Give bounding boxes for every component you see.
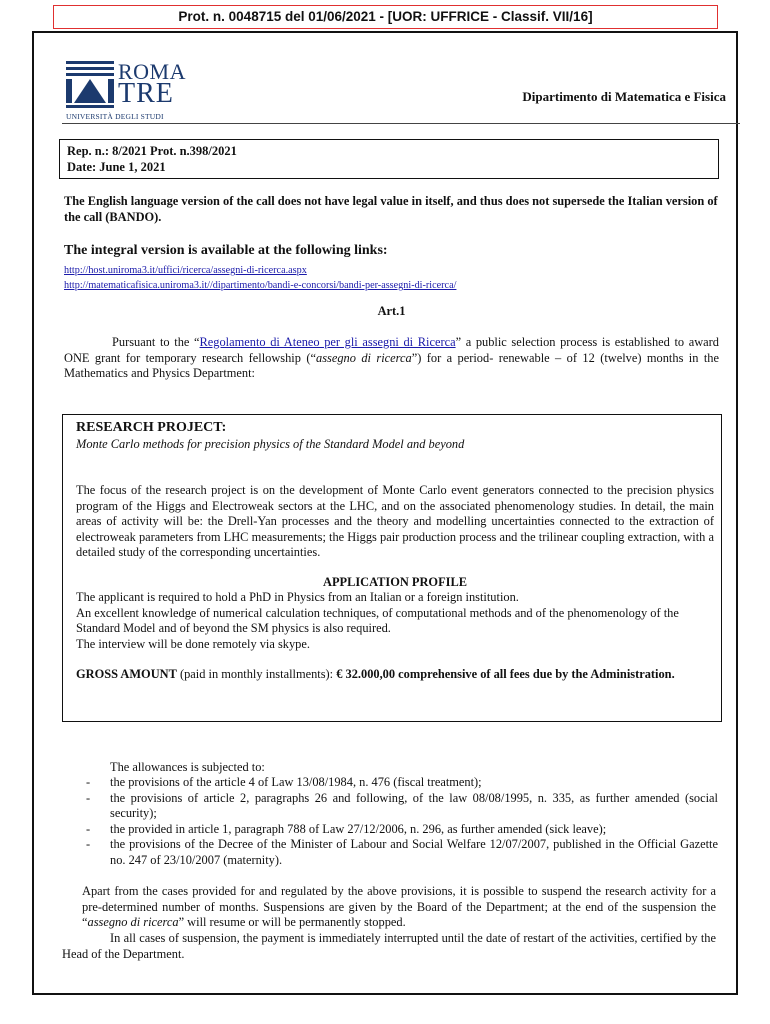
article-text-italic: assegno di ricerca [316, 350, 412, 365]
logo-roma: ROMA [118, 59, 187, 84]
list-item-text: the provided in article 1, paragraph 788 of Law 27/12/2006, n. 296, as further amended (sick leave); [110, 821, 607, 836]
project-heading: RESEARCH PROJECT: [76, 420, 227, 435]
list-item: - the provisions of article 2, paragraphs 26 and following, of the law 08/08/1995, n. 335, as further amended (social security); [86, 790, 718, 820]
gross-amount [76, 667, 714, 683]
suspension-before: Apart from the cases provided for and regulated by the above provisions, it is possible to suspend the research activity for a pre-determined number of months. Suspensions are given by the Board of the Department; at the end of the suspension the “ [82, 884, 716, 929]
roma-tre-emblem-icon [64, 59, 116, 111]
list-item: - the provided in article 1, paragraph 788 of Law 27/12/2006, n. 296, as further amended (sick leave); [86, 821, 607, 836]
suspension-paragraph [82, 884, 716, 931]
article-text-before: Pursuant to the “ [112, 335, 200, 349]
profile-line: An excellent knowledge of numerical calculation techniques, of computational methods and of the phenomenology of the Standard Model and of beyond the SM physics is also required. [76, 605, 679, 635]
profile-text [76, 590, 714, 652]
list-item-text: the provisions of the Decree of the Minister of Labour and Social Welfare 12/07/2007, published in the Official Gazette no. 247 of 23/10/2007 (maternity). [110, 837, 718, 867]
logo-tre: TRE [118, 78, 174, 109]
list-item-text: the provisions of the article 4 of Law 13/08/1984, n. 476 (fiscal treatment); [110, 775, 482, 789]
project-title: Monte Carlo methods for precision physics of the Standard Model and beyond [76, 437, 465, 451]
article-text-middle: ” a public selection process is established to award ONE grant for temporary research fellowship (“ [64, 335, 719, 365]
link-dipartimento-bandi[interactable]: http://matematicafisica.uniroma3.it//dipartimento/bandi-e-concorsi/bandi-per-assegni-di-ricerca/ [64, 280, 457, 291]
links-block [64, 262, 456, 292]
profile-line: The applicant is required to hold a PhD in Physics from an Italian or a foreign institution. [76, 590, 519, 604]
roma-tre-logo [64, 57, 189, 119]
link-ufficio-ricerca[interactable]: http://host.uniroma3.it/uffici/ricerca/assegni-di-ricerca.aspx [64, 265, 307, 276]
protocol-stamp: Prot. n. 0048715 del 01/06/2021 - [UOR: UFFRICE - Classif. VII/16] [53, 5, 718, 29]
research-project-box [62, 414, 722, 722]
article-heading: Art.1 [377, 304, 406, 318]
article-text-after: ”) for a period- renewable – of 12 (twelve) months in the Mathematics and Physics Department: [64, 350, 720, 380]
department-name: Dipartimento di Matematica e Fisica [522, 89, 726, 104]
payment-paragraph: In all cases of suspension, the payment is immediately interrupted until the date of restart of the activities, certified by the Head of the Department. [62, 931, 716, 961]
gross-label: GROSS AMOUNT [76, 667, 177, 681]
suspension-italic: assegno di ricerca [87, 915, 179, 929]
profile-heading: APPLICATION PROFILE [323, 575, 467, 589]
article-text [64, 335, 719, 382]
allowances-list [86, 775, 718, 868]
logo-university: UNIVERSITÀ DEGLI STUDI [66, 112, 164, 121]
suspension-after: ” will resume or will be permanently stopped. [178, 915, 406, 929]
gross-value: € 32.000,00 comprehensive of all fees due by the Administration. [336, 667, 675, 681]
reference-box [59, 139, 719, 179]
document-page [32, 31, 738, 995]
profile-line: The interview will be done remotely via skype. [76, 636, 310, 651]
regolamento-link[interactable]: Regolamento di Ateneo per gli assegni di Ricerca [199, 335, 456, 349]
list-item-text: the provisions of article 2, paragraphs 26 and following, of the law 08/08/1995, n. 335, as further amended (social security); [110, 790, 718, 820]
project-description: The focus of the research project is on the development of Monte Carlo event generators connected to the precision physics program of the Higgs and Electroweak sectors at the LHC, and on the associated phenomenology studies. In detail, the main areas of activity will be: the Drell-Yan processes and the theory and modelling uncertainties connected to the extraction of electroweak parameters from LHC measurements; the Higgs pair production process and the trilinear coupling extraction, with a detailed study of the corresponding uncertainties. [76, 483, 714, 559]
integral-version-heading: The integral version is available at the following links: [64, 243, 388, 258]
list-item: - the provisions of the Decree of the Minister of Labour and Social Welfare 12/07/2007, published in the Official Gazette no. 247 of 23/10/2007 (maternity). [86, 837, 718, 867]
header-divider [62, 123, 740, 124]
list-item: - the provisions of the article 4 of Law 13/08/1984, n. 476 (fiscal treatment); [86, 775, 482, 789]
rep-date: Date: June 1, 2021 [67, 160, 166, 174]
allowances-intro: The allowances is subjected to: [110, 760, 265, 774]
rep-number: Rep. n.: 8/2021 Prot. n.398/2021 [67, 144, 237, 158]
gross-paren: (paid in monthly installments): [176, 667, 337, 681]
language-disclaimer: The English language version of the call does not have legal value in itself, and thus does not supersede the Italian version of the call (BANDO). [64, 194, 718, 224]
